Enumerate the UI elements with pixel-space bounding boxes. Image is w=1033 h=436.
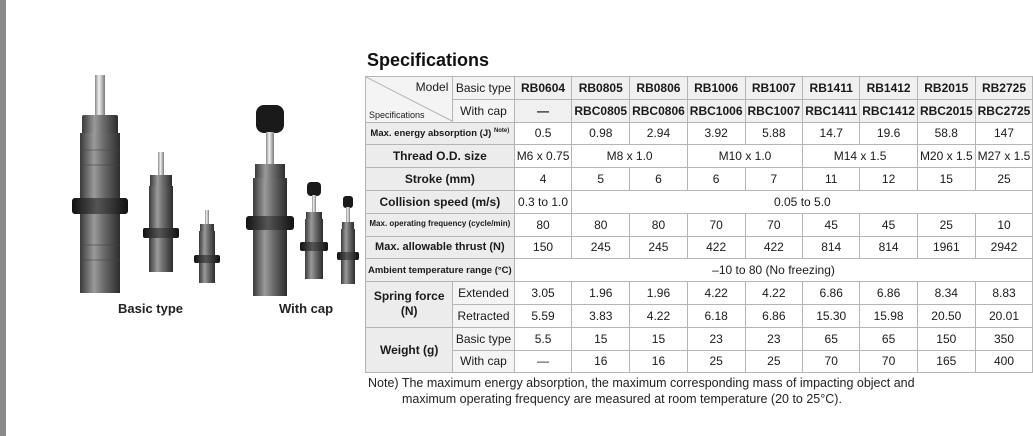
table-row-stroke — [366, 168, 1033, 191]
model-cap: RBC1411 — [803, 99, 860, 122]
table-cell: 15.30 — [803, 304, 860, 327]
table-cell: 8.83 — [975, 282, 1033, 305]
table-cell: M8 x 1.0 — [572, 145, 687, 168]
table-cell: 20.50 — [917, 304, 975, 327]
table-cell: 4.22 — [630, 304, 688, 327]
table-row-thrust — [366, 236, 1033, 259]
table-cell: 70 — [687, 213, 745, 236]
table-cell: 6.86 — [745, 304, 803, 327]
model-cap: RBC0805 — [572, 99, 630, 122]
table-cell: 165 — [917, 350, 975, 373]
table-cell: 70 — [803, 350, 860, 373]
table-cell: 23 — [687, 327, 745, 350]
table-row-cap-models — [366, 99, 1033, 122]
table-cell: 15 — [572, 327, 630, 350]
model-basic: RB1007 — [745, 77, 803, 100]
spring-label: Spring force — [373, 289, 445, 304]
model-cap: RBC1006 — [687, 99, 745, 122]
header-model-label: Model — [415, 80, 449, 94]
table-cell: 1961 — [917, 236, 975, 259]
model-basic: RB1412 — [860, 77, 918, 100]
header-corner — [366, 77, 453, 123]
table-row-collision — [366, 190, 1033, 213]
table-cell: M14 x 1.5 — [803, 145, 918, 168]
table-cell: 6.86 — [860, 282, 918, 305]
left-edge-bar — [0, 0, 6, 436]
caption-basic-type: Basic type — [118, 301, 184, 316]
table-cell: 2.94 — [630, 122, 688, 145]
table-cell: 5.88 — [745, 122, 803, 145]
table-row-spring-extended — [366, 282, 1033, 305]
table-cell: 1.96 — [630, 282, 688, 305]
table-cell: 16 — [630, 350, 688, 373]
row-label-frequency: Max. operating frequency (cycle/min) — [366, 213, 515, 236]
table-cell: 150 — [917, 327, 975, 350]
table-cell: 3.92 — [687, 122, 745, 145]
table-cell: 23 — [745, 327, 803, 350]
table-cell: 0.3 to 1.0 — [514, 190, 572, 213]
table-cell: 14.7 — [803, 122, 860, 145]
table-cell: — — [514, 350, 572, 373]
table-cell: 245 — [630, 236, 688, 259]
table-cell: 1.96 — [572, 282, 630, 305]
table-cell: 70 — [745, 213, 803, 236]
row-label-energy — [366, 122, 515, 145]
table-cell: 350 — [975, 327, 1033, 350]
sub-label-with-cap: With cap — [453, 350, 514, 373]
table-cell: 15 — [917, 168, 975, 191]
table-row-ambient — [366, 259, 1033, 282]
row-label-stroke: Stroke (mm) — [366, 168, 515, 191]
row-label-ambient: Ambient temperature range (°C) — [366, 259, 515, 282]
model-cap: RBC1007 — [745, 99, 803, 122]
energy-note-marker: Note) — [493, 127, 510, 134]
model-basic: RB0604 — [514, 77, 572, 100]
model-cap: RBC2725 — [975, 99, 1033, 122]
table-row-model — [366, 77, 1033, 100]
caption-with-cap: With cap — [279, 301, 334, 316]
table-cell: 2942 — [975, 236, 1033, 259]
footnote-line-2: maximum operating frequency are measured at room temperature (20 to 25°C). — [402, 392, 842, 406]
table-cell: 80 — [572, 213, 630, 236]
table-cell: –10 to 80 (No freezing) — [514, 259, 1033, 282]
sub-label-basic-type: Basic type — [453, 327, 514, 350]
table-cell: M6 x 0.75 — [514, 145, 572, 168]
table-cell: 0.05 to 5.0 — [572, 190, 1033, 213]
table-cell: 25 — [687, 350, 745, 373]
footnote — [368, 375, 915, 407]
table-cell: 6.18 — [687, 304, 745, 327]
table-cell: 3.05 — [514, 282, 572, 305]
table-cell: 58.8 — [917, 122, 975, 145]
table-cell: 15 — [630, 327, 688, 350]
table-cell: 4 — [514, 168, 572, 191]
table-cell: 150 — [514, 236, 572, 259]
table-cell: 65 — [860, 327, 918, 350]
model-basic: RB0806 — [630, 77, 688, 100]
sub-label-extended: Extended — [453, 282, 514, 305]
table-row-weight-basic — [366, 327, 1033, 350]
table-cell: M20 x 1.5 — [917, 145, 975, 168]
table-cell: 245 — [572, 236, 630, 259]
table-cell: 422 — [745, 236, 803, 259]
model-cap: RBC0806 — [630, 99, 688, 122]
table-cell: 5.59 — [514, 304, 572, 327]
table-cell: 45 — [860, 213, 918, 236]
table-cell: 7 — [745, 168, 803, 191]
energy-label: Max. energy absorption (J) — [370, 128, 492, 140]
table-cell: 25 — [745, 350, 803, 373]
table-cell: M27 x 1.5 — [975, 145, 1033, 168]
row-label-weight: Weight (g) — [366, 327, 453, 373]
model-basic: RB0805 — [572, 77, 630, 100]
shock-absorber-illustration — [60, 70, 360, 320]
table-row-spring-retracted — [366, 304, 1033, 327]
table-cell: 25 — [975, 168, 1033, 191]
row-label-collision: Collision speed (m/s) — [366, 190, 515, 213]
header-specifications-label: Specifications — [369, 109, 425, 120]
table-cell: 11 — [803, 168, 860, 191]
table-cell: M10 x 1.0 — [687, 145, 802, 168]
specifications-table — [365, 76, 1033, 373]
model-basic: RB2015 — [917, 77, 975, 100]
table-cell: 0.5 — [514, 122, 572, 145]
table-cell: 814 — [860, 236, 918, 259]
table-cell: 25 — [917, 213, 975, 236]
row-label-thread: Thread O.D. size — [366, 145, 515, 168]
table-cell: 19.6 — [860, 122, 918, 145]
table-cell: 20.01 — [975, 304, 1033, 327]
table-row-weight-cap — [366, 350, 1033, 373]
row-label-thrust: Max. allowable thrust (N) — [366, 236, 515, 259]
model-cap: RBC1412 — [860, 99, 918, 122]
table-row-frequency — [366, 213, 1033, 236]
table-cell: 15.98 — [860, 304, 918, 327]
model-basic: RB1006 — [687, 77, 745, 100]
table-cell: 4.22 — [745, 282, 803, 305]
table-cell: 12 — [860, 168, 918, 191]
table-cell: 80 — [630, 213, 688, 236]
table-cell: 16 — [572, 350, 630, 373]
table-cell: 0.98 — [572, 122, 630, 145]
table-cell: 4.22 — [687, 282, 745, 305]
table-cell: 6 — [630, 168, 688, 191]
table-cell: 6.86 — [803, 282, 860, 305]
specifications-title: Specifications — [367, 50, 490, 70]
table-cell: 70 — [860, 350, 918, 373]
table-cell: 422 — [687, 236, 745, 259]
table-cell: 6 — [687, 168, 745, 191]
table-cell: 45 — [803, 213, 860, 236]
model-basic: RB1411 — [803, 77, 860, 100]
row-label-spring — [366, 282, 453, 328]
table-cell: 80 — [514, 213, 572, 236]
header-basic-type: Basic type — [453, 77, 514, 100]
table-cell: 5.5 — [514, 327, 572, 350]
model-cap: — — [514, 99, 572, 122]
table-cell: 147 — [975, 122, 1033, 145]
header-with-cap: With cap — [453, 99, 514, 122]
table-row-thread — [366, 145, 1033, 168]
table-cell: 5 — [572, 168, 630, 191]
model-cap: RBC2015 — [917, 99, 975, 122]
table-cell: 10 — [975, 213, 1033, 236]
table-row-energy — [366, 122, 1033, 145]
spring-unit: (N) — [400, 304, 418, 319]
table-cell: 65 — [803, 327, 860, 350]
footnote-line-1: Note) The maximum energy absorption, the maximum corresponding mass of impacting object and — [368, 376, 915, 390]
table-cell: 3.83 — [572, 304, 630, 327]
model-basic: RB2725 — [975, 77, 1033, 100]
table-cell: 814 — [803, 236, 860, 259]
table-cell: 8.34 — [917, 282, 975, 305]
table-cell: 400 — [975, 350, 1033, 373]
sub-label-retracted: Retracted — [453, 304, 514, 327]
